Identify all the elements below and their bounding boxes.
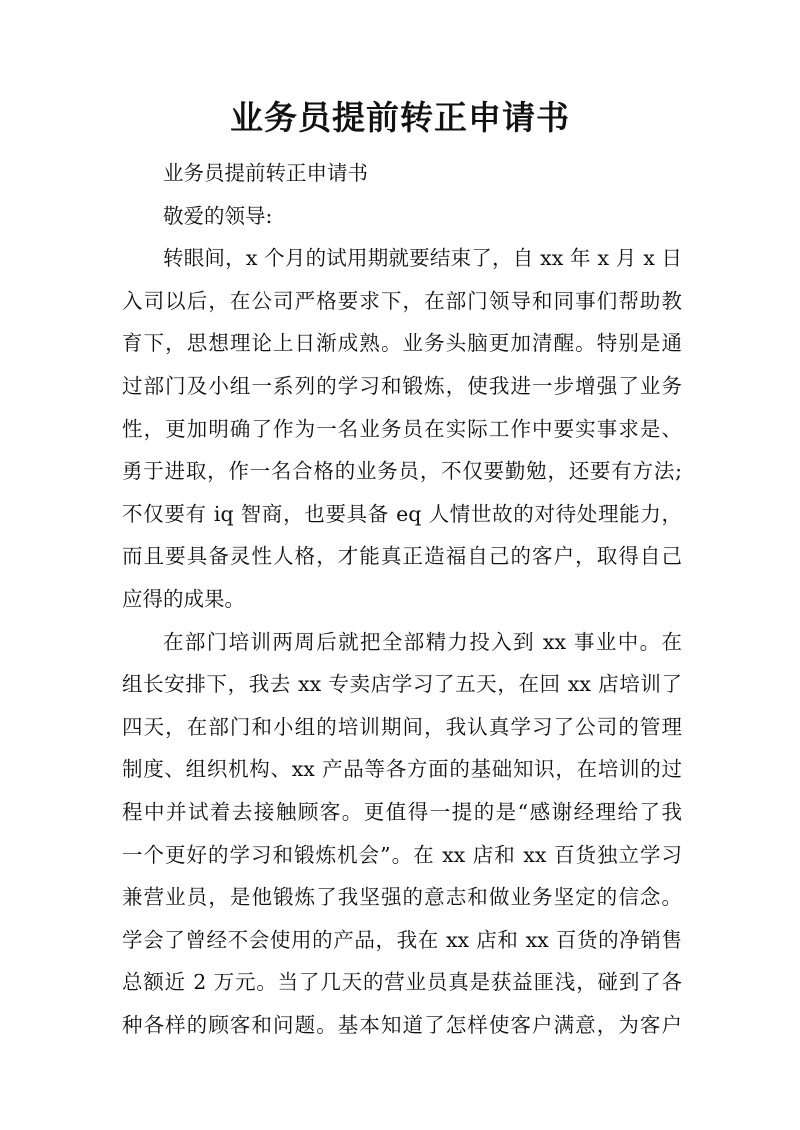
document-body [122,152,682,1046]
paragraph-2-line-8: 学会了曾经不会使用的产品，我在 xx 店和 xx 百货的净销售 [122,927,682,952]
paragraph-1-line-6: 勇于进取，作一名合格的业务员，不仅要勤勉，还要有方法; [122,459,682,484]
paragraph-2-line-3: 四天，在部门和小组的培训期间，我认真学习了公司的管理 [122,714,682,739]
document-title: 业务员提前转正申请书 [230,98,570,137]
paragraph-2-line-10: 种各样的顾客和问题。基本知道了怎样使客户满意，为客户 [122,1012,682,1037]
paragraph-1-line-4: 过部门及小组一系列的学习和锻炼，使我进一步增强了业务 [122,373,682,398]
paragraph-1-line-3: 育下，思想理论上日渐成熟。业务头脑更加清醒。特别是通 [122,331,682,356]
paragraph-2-line-2: 组长安排下，我去 xx 专卖店学习了五天，在回 xx 店培训了 [122,672,682,697]
paragraph-2-line-4: 制度、组织机构、xx 产品等各方面的基础知识，在培训的过 [122,757,682,782]
paragraph-2-line-7: 兼营业员，是他锻炼了我坚强的意志和做业务坚定的信念。 [122,885,682,910]
paragraph-1-line-7: 不仅要有 iq 智商，也要具备 eq 人情世故的对待处理能力， [122,501,682,526]
paragraph-2-line-5: 程中并试着去接触顾客。更值得一提的是“感谢经理给了我 [122,799,682,824]
paragraph-1-line-5: 性，更加明确了作为一名业务员在实际工作中要实事求是、 [122,416,682,441]
paragraph-2-line-1: 在部门培训两周后就把全部精力投入到 xx 事业中。在 [163,629,682,654]
paragraph-2-line-6: 一个更好的学习和锻炼机会”。在 xx 店和 xx 百货独立学习 [122,842,682,867]
paragraph-1-line-2: 入司以后，在公司严格要求下，在部门领导和同事们帮助教 [122,288,682,313]
paragraph-1-line-9: 应得的成果。 [122,586,245,611]
document-subtitle: 业务员提前转正申请书 [163,161,368,185]
paragraph-1-line-1: 转眼间，x 个月的试用期就要结束了，自 xx 年 x 月 x 日 [163,246,682,271]
paragraph-2-line-9: 总额近 2 万元。当了几天的营业员真是获益匪浅，碰到了各 [122,970,682,995]
salutation: 敬爱的领导: [163,203,273,228]
paragraph-1-line-8: 而且要具备灵性人格，才能真正造福自己的客户，取得自己 [122,544,682,569]
